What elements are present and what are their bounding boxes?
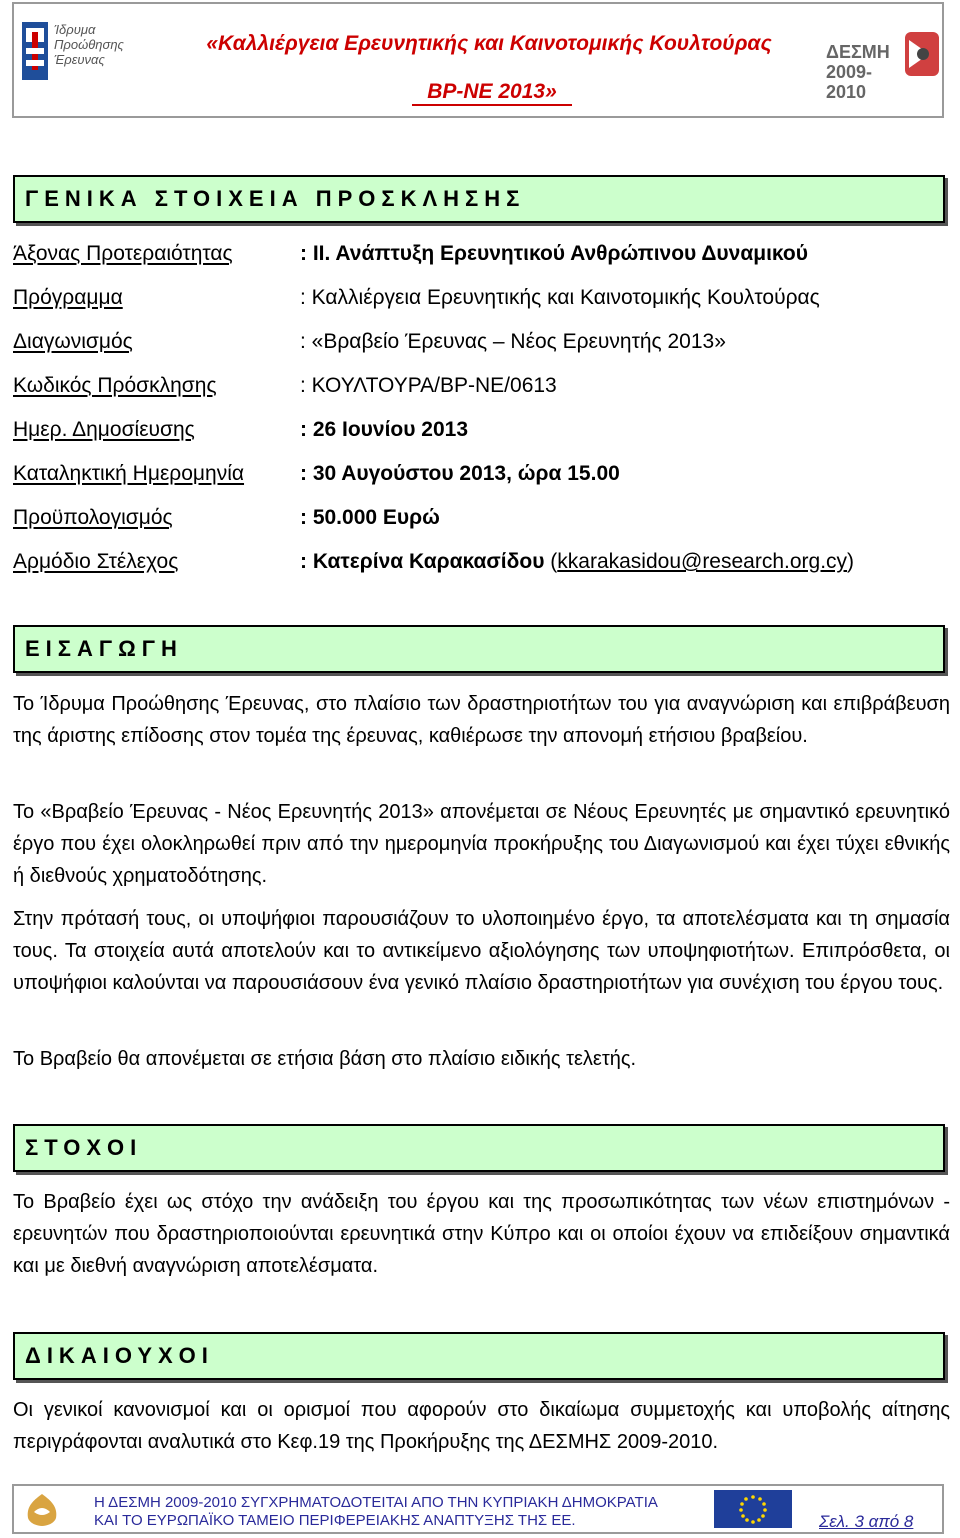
value-priority-axis — [300, 242, 808, 266]
footer-line-2: ΚΑΙ ΤΟ ΕΥΡΩΠΑΪΚΟ ΤΑΜΕΙΟ ΠΕΡΙΦΕΡΕΙΑΚΗΣ ΑΝΑΠΤΥΞΗΣ ΤΗΣ ΕΕ. — [94, 1512, 576, 1529]
intro-paragraph-4: Το Βραβείο θα απονέμεται σε ετήσια βάση στο πλαίσιο ειδικής τελετής. — [13, 1048, 637, 1070]
desmi-logo-text: ΔΕΣΜΗ 2009-2010 — [826, 42, 890, 102]
page-number: Σελ. 3 από 8 — [819, 1512, 914, 1531]
value-contact-officer: : Κατερίνα Καρακασίδου (kkarakasidou@research.org.cy) — [300, 550, 855, 573]
footer-line-1: Η ΔΕΣΜΗ 2009-2010 ΣΥΓΧΡΗΜΑΤΟΔΟΤΕΙΤΑΙ ΑΠΟ ΤΗΝ ΚΥΠΡΙΑΚΗ ΔΗΜΟΚΡΑΤΙΑ — [94, 1494, 658, 1511]
section-goals: ΣΤΟΧΟΙ — [13, 1124, 945, 1172]
value-competition: : «Βραβείο Έρευνας – Νέος Ερευνητής 2013» — [300, 330, 726, 353]
label-priority-axis: Άξονας Προτεραιότητας — [13, 242, 233, 265]
header-dash — [412, 104, 572, 106]
section-beneficiaries: ΔΙΚΑΙΟΥΧΟΙ — [13, 1332, 945, 1380]
beneficiaries-paragraph: Οι γενικοί κανονισμοί και οι ορισμοί που αφορούν στο δικαίωμα συμμετοχής και υποβολής αίτησης περιγράφονται αναλυτικά στο Κεφ.19 της Προκήρυξης της ΔΕΣΜΗΣ 2009-2010. — [13, 1399, 950, 1453]
contact-name: : Κατερίνα Καρακασίδου — [300, 550, 545, 573]
research-foundation-logo-text: Ίδρυμα Προώθησης Έρευνας — [54, 22, 124, 67]
label-deadline: Καταληκτική Ημερομηνία — [13, 462, 245, 485]
contact-email-link[interactable]: kkarakasidou@research.org.cy — [557, 550, 848, 573]
intro-paragraph-3: Στην πρότασή τους, οι υποψήφιοι παρουσιάζουν το υλοποιημένο έργο, τα αποτελέσματα και τη σημασία τους. Τα στοιχεία αυτά αποτελούν και το αντικείμενο αξιολόγησης των υποψηφιοτήτων. Επιπρόσθετα, οι υποψήφιοι καλούνται να παρουσιάσουν ένα γενικό πλαίσιο δραστηριοτήτων για συνέχιση του έργου τους. — [13, 908, 950, 994]
label-publication-date: Ημερ. Δημοσίευσης — [13, 418, 195, 441]
intro-paragraph-1: Το Ίδρυμα Προώθησης Έρευνας, στο πλαίσιο των δραστηριοτήτων του για αναγνώριση και επιβράβευση της άριστης επίδοσης στον τομέα της έρευνας, καθιέρωσε την απονομή ετήσιου βραβείου. — [13, 693, 950, 747]
value-priority-axis-text: : ΙΙ. Ανάπτυξη Ερευνητικού Ανθρώπινου Δυναμικού — [300, 242, 808, 265]
label-competition: Διαγωνισμός — [13, 330, 133, 353]
value-call-code: : ΚΟΥΛΤΟΥΡΑ/ΒΡ-ΝΕ/0613 — [300, 374, 557, 397]
label-call-code: Κωδικός Πρόσκλησης — [13, 374, 217, 397]
header-subtitle: ΒΡ-ΝΕ 2013» — [427, 80, 557, 103]
value-programme: : Καλλιέργεια Ερευνητικής και Καινοτομικής Κουλτούρας — [300, 286, 820, 309]
label-programme: Πρόγραμμα — [13, 286, 123, 309]
goals-paragraph: Το Βραβείο έχει ως στόχο την ανάδειξη του έργου και της προσωπικότητας των νέων επιστημόνων - ερευνητών που δραστηριοποιούνται ερευνητικά στην Κύπρο και οι οποίοι έχουν να επιδείξουν σημαντικά και με διεθνή αναγνώριση αποτελέσματα. — [13, 1191, 950, 1277]
footer-funding-text — [94, 1494, 714, 1530]
intro-paragraph-2: Το «Βραβείο Έρευνας - Νέος Ερευνητής 2013» απονέμεται σε Νέους Ερευνητές με σημαντικό ερευνητικό έργο που έχει ολοκληρωθεί πριν από την ημερομηνία προκήρυξης του Διαγωνισμού και έχει τύχει εθνικής ή διεθνούς χρηματοδότησης. — [13, 801, 950, 887]
value-publication-date: : 26 Ιουνίου 2013 — [300, 418, 469, 441]
label-contact-officer: Αρμόδιο Στέλεχος — [13, 550, 179, 573]
eu-flag-icon — [714, 1490, 792, 1528]
section-general-info: ΓΕΝΙΚΑ ΣΤΟΙΧΕΙΑ ΠΡΟΣΚΛΗΣΗΣ — [13, 175, 945, 223]
document-header — [12, 2, 944, 118]
value-deadline: : 30 Αυγούστου 2013, ώρα 15.00 — [300, 462, 620, 485]
document-footer — [12, 1484, 944, 1534]
header-title: «Καλλιέργεια Ερευνητικής και Καινοτομικής Κουλτούρας — [206, 32, 772, 55]
cyprus-emblem-icon — [20, 1490, 64, 1530]
label-budget: Προϋπολογισμός — [13, 506, 173, 529]
section-introduction: ΕΙΣΑΓΩΓΗ — [13, 625, 945, 673]
value-budget: : 50.000 Ευρώ — [300, 506, 440, 529]
